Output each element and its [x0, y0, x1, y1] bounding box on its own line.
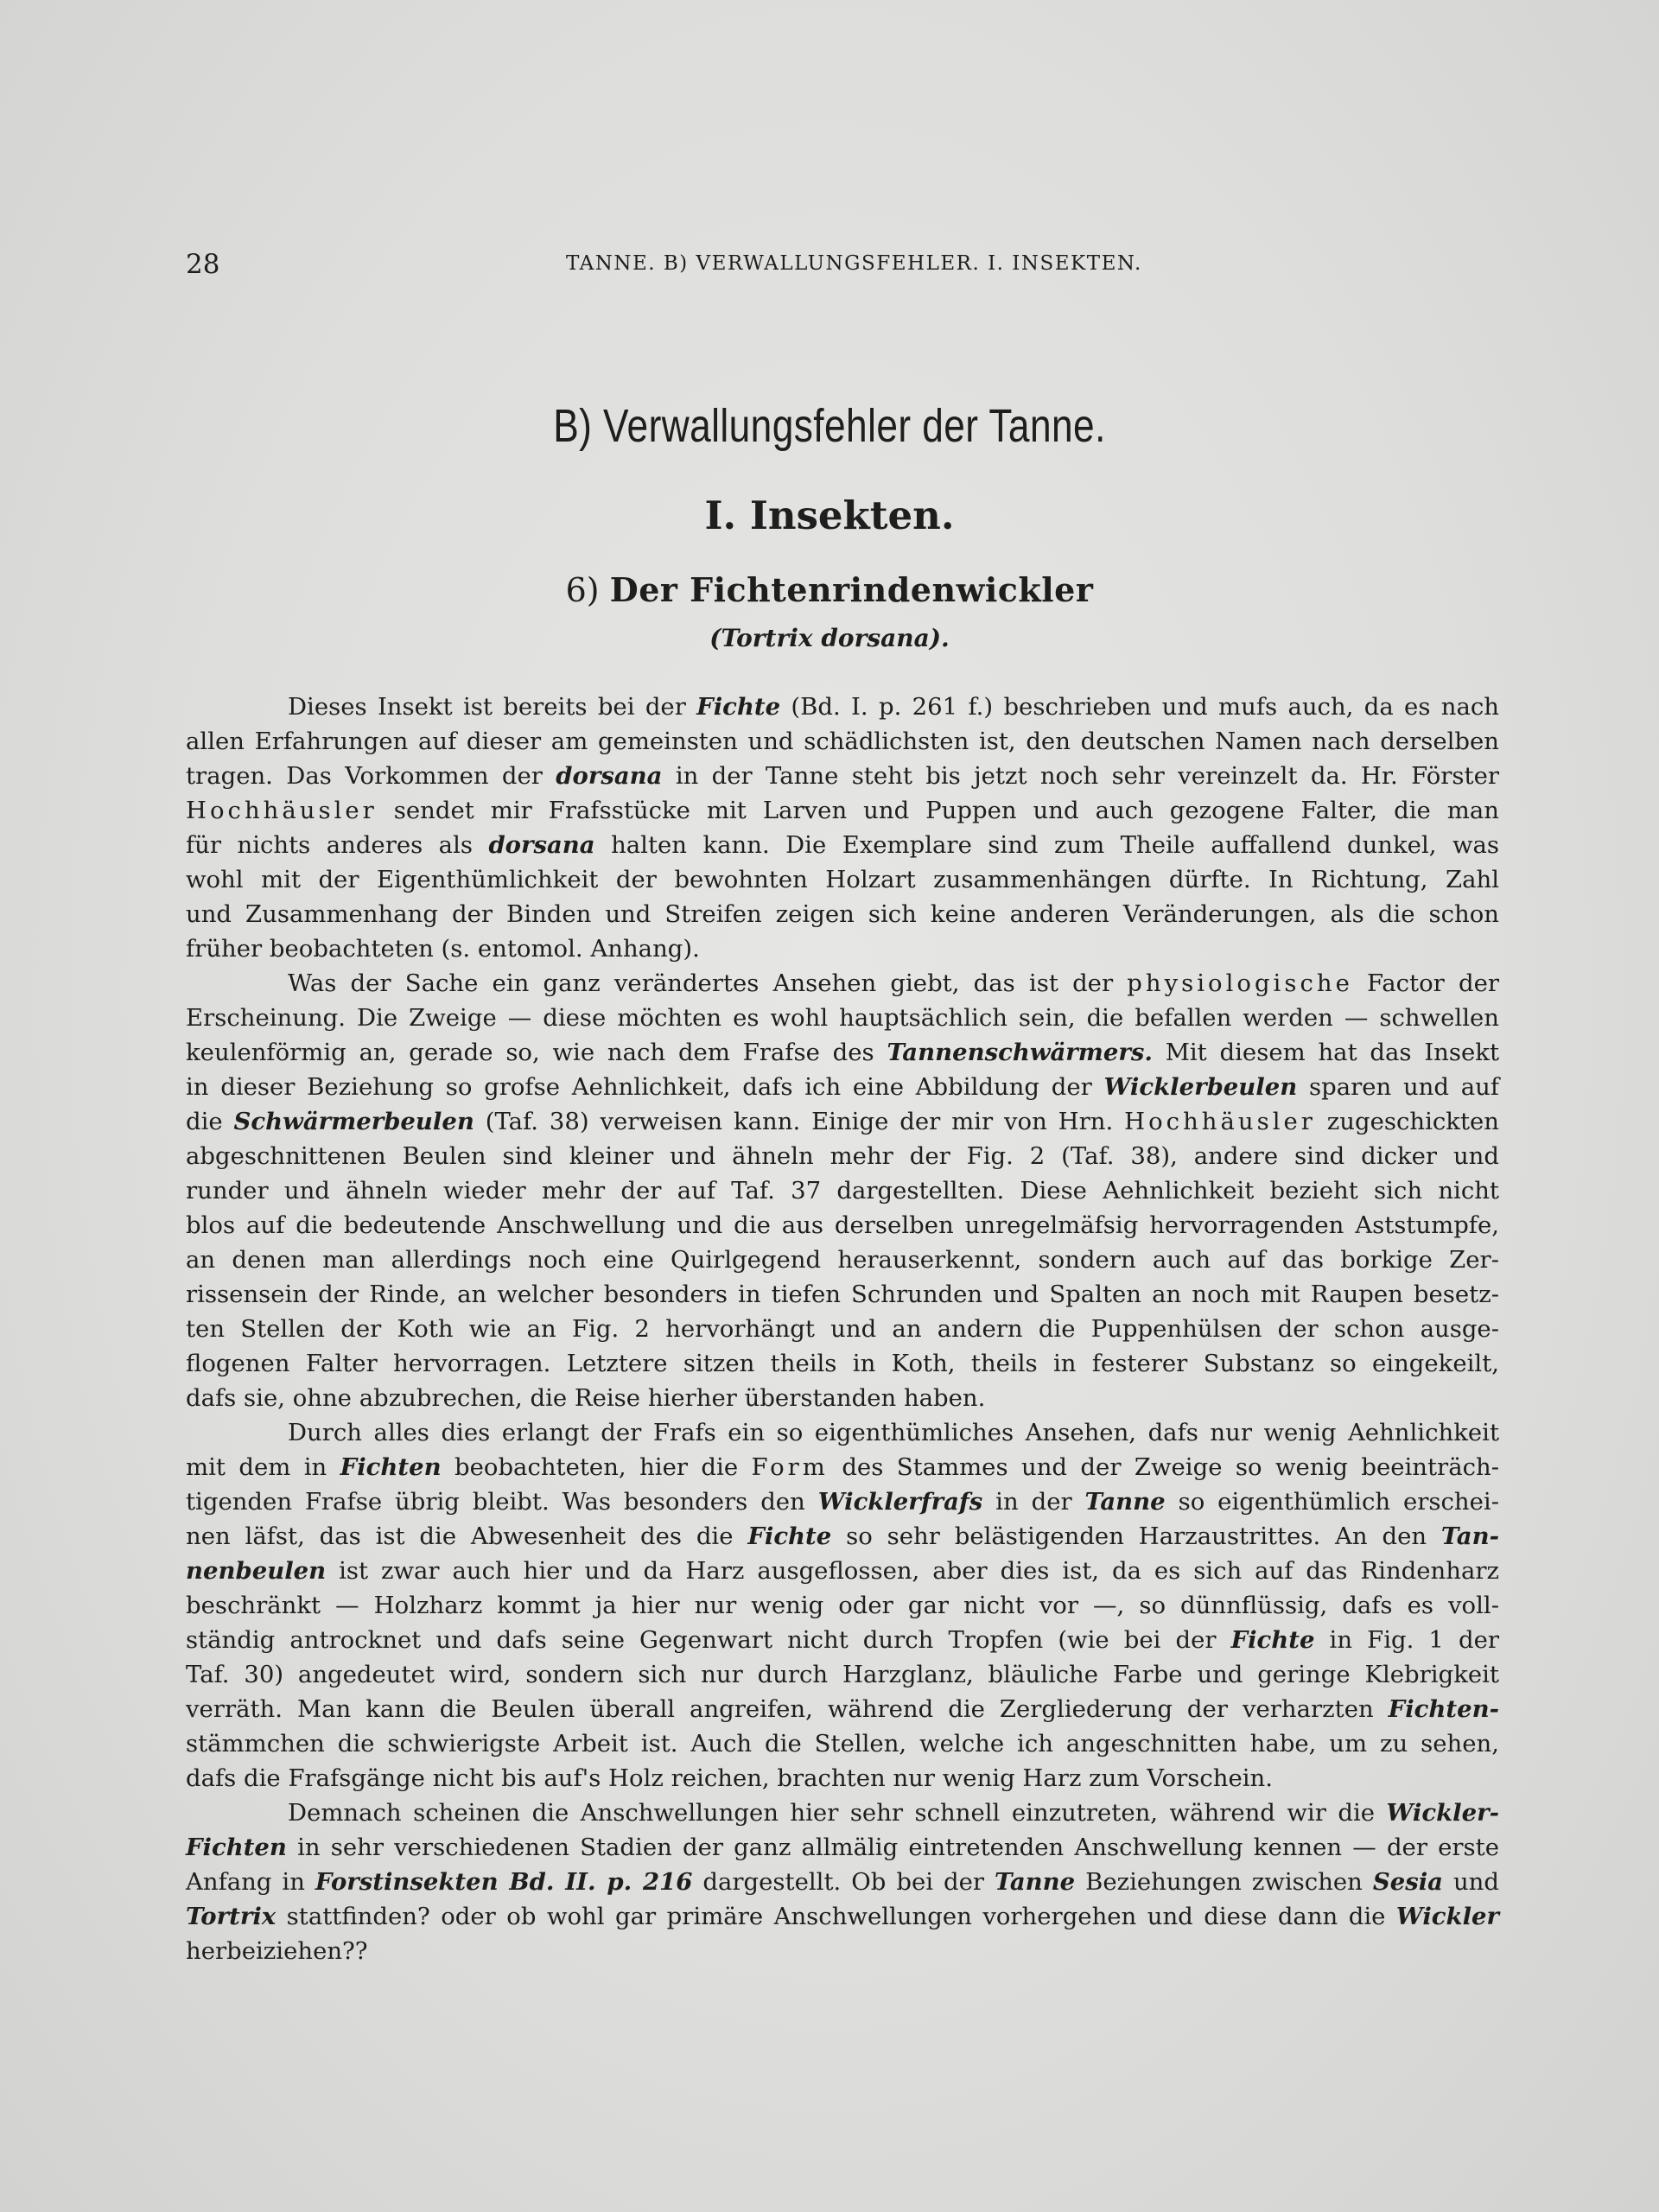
emphasis-text: Fichte: [696, 693, 781, 721]
emphasis-text: Fichte: [747, 1522, 832, 1550]
emphasis-text: Wickler: [1395, 1903, 1499, 1930]
text-line: mit dem in Fichten beobachteten, hier die Form des Stammes und der Zweige so wenig beeinträch-: [186, 1453, 1500, 1481]
article-name: Der Fichtenrindenwickler: [609, 570, 1094, 609]
text-line: ständig antrocknet und dafs seine Gegenwart nicht durch Tropfen (wie bei der Fichte in Fig. 1 der: [186, 1626, 1499, 1654]
text-line: allen Erfahrungen auf dieser am gemeinsten und schädlichsten ist, den deutschen Namen nach derselben: [186, 728, 1499, 755]
spaced-text: Hochhäusler: [1124, 1108, 1316, 1135]
spaced-text: Hochhäusler: [186, 797, 378, 824]
text-line: abgeschnittenen Beulen sind kleiner und ähneln mehr der Fig. 2 (Taf. 38), andere sind dicker und: [186, 1142, 1499, 1170]
text-line: wohl mit der Eigenthümlichkeit der bewohnten Holzart zusammenhängen dürfte. In Richtung, Zahl: [186, 866, 1499, 893]
text-line: dafs die Frafsgänge nicht bis auf's Holz reichen, brachten nur wenig Harz zum Vorschein.: [186, 1764, 1273, 1792]
paragraph: [186, 690, 1499, 966]
body-text: [186, 690, 1499, 1968]
emphasis-text: Tanne: [1084, 1488, 1166, 1516]
text-line: in dieser Beziehung so grofse Aehnlichkeit, dafs ich eine Abbildung der Wicklerbeulen sparen und auf: [186, 1073, 1499, 1101]
emphasis-text: Fichten: [186, 1834, 287, 1861]
running-head: [186, 249, 1499, 283]
page-number: 28: [186, 249, 220, 280]
text-line: Hochhäusler sendet mir Frafsstücke mit Larven und Puppen und auch gezogene Falter, die man: [186, 797, 1499, 824]
latin-name: (Tortrix dorsana).: [709, 624, 950, 652]
emphasis-text: Tortrix: [186, 1903, 276, 1930]
text-line: Taf. 30) angedeutet wird, sondern sich nur durch Harzglanz, bläuliche Farbe und geringe Klebrigkeit: [186, 1661, 1499, 1688]
text-line: dafs sie, ohne abzubrechen, die Reise hierher überstanden haben.: [186, 1384, 986, 1412]
emphasis-text: dorsana: [488, 831, 595, 859]
text-line: früher beobachteten (s. entomol. Anhang).: [186, 935, 700, 963]
spaced-text: physiologische: [1127, 969, 1353, 997]
emphasis-text: Tan-: [1440, 1522, 1499, 1550]
text-line: blos auf die bedeutende Anschwellung und die aus derselben unregelmäfsig hervorragenden Aststumpfe,: [186, 1211, 1499, 1239]
emphasis-text: Tanne: [995, 1868, 1076, 1896]
running-title: TANNE. B) VERWALLUNGSFEHLER. I. INSEKTEN.: [566, 252, 1142, 275]
paragraph: [186, 966, 1499, 1415]
emphasis-text: nenbeulen: [186, 1557, 327, 1585]
text-line: Erscheinung. Die Zweige — diese möchten es wohl hauptsächlich sein, die befallen werden — schwellen: [186, 1004, 1499, 1032]
subsection-title: I. Insekten.: [704, 493, 955, 538]
text-line: herbeiziehen??: [186, 1937, 368, 1965]
text-line: die Schwärmerbeulen (Taf. 38) verweisen kann. Einige der mir von Hrn. Hochhäusler zugeschickten: [186, 1108, 1499, 1135]
text-line: keulenförmig an, gerade so, wie nach dem Frafse des Tannenschwärmers. Mit diesem hat das Insekt: [186, 1039, 1499, 1066]
emphasis-text: dorsana: [556, 762, 663, 790]
text-line: beschränkt — Holzharz kommt ja hier nur wenig oder gar nicht vor —, so dünnflüssig, dafs es voll-: [186, 1592, 1499, 1619]
emphasis-text: Fichten: [340, 1453, 442, 1481]
paragraph: [186, 1796, 1499, 1968]
paragraph: [186, 1415, 1499, 1796]
text-line: Was der Sache ein ganz verändertes Ansehen giebt, das ist der physiologische Factor der: [288, 969, 1499, 997]
emphasis-text: Sesia: [1372, 1868, 1443, 1896]
emphasis-text: Tannenschwärmers.: [887, 1039, 1153, 1066]
text-line: Anfang in Forstinsekten Bd. II. p. 216 dargestellt. Ob bei der Tanne Beziehungen zwischen Sesia und: [186, 1868, 1499, 1896]
emphasis-text: Fichte: [1230, 1626, 1315, 1654]
text-line: stämmchen die schwierigste Arbeit ist. Auch die Stellen, welche ich angeschnitten habe, um zu sehen,: [186, 1730, 1499, 1758]
section-title: B) Verwallungsfehler der Tanne.: [553, 400, 1106, 452]
emphasis-text: Wicklerbeulen: [1103, 1073, 1298, 1101]
text-line: Durch alles dies erlangt der Frafs ein so eigenthümliches Ansehen, dafs nur wenig Aehnlichkeit: [288, 1419, 1499, 1446]
emphasis-text: Schwärmerbeulen: [233, 1108, 474, 1135]
text-line: Fichten in sehr verschiedenen Stadien der ganz allmälig eintretenden Anschwellung kennen — der erste: [186, 1834, 1499, 1861]
emphasis-text: Fichten-: [1388, 1695, 1499, 1723]
spaced-text: Form: [751, 1453, 829, 1481]
text-line: flogenen Falter hervorragen. Letztere sitzen theils in Koth, theils in festerer Substanz so eingekeilt,: [186, 1350, 1499, 1377]
text-line: tragen. Das Vorkommen der dorsana in der Tanne steht bis jetzt noch sehr vereinzelt da. Hr. Förster: [186, 762, 1499, 790]
text-line: nenbeulen ist zwar auch hier und da Harz ausgeflossen, aber dies ist, da es sich auf das Rindenharz: [186, 1557, 1499, 1585]
text-line: für nichts anderes als dorsana halten kann. Die Exemplare sind zum Theile auffallend dunkel, was: [186, 831, 1499, 859]
text-line: Dieses Insekt ist bereits bei der Fichte (Bd. I. p. 261 f.) beschrieben und mufs auch, da es nach: [288, 693, 1499, 721]
text-line: Tortrix stattfinden? oder ob wohl gar primäre Anschwellungen vorhergehen und diese dann die Wickler: [186, 1903, 1499, 1930]
text-line: Demnach scheinen die Anschwellungen hier sehr schnell einzutreten, während wir die Wickler-: [288, 1799, 1499, 1827]
text-line: tigenden Frafse übrig bleibt. Was besonders den Wicklerfrafs in der Tanne so eigenthümlich erschei-: [186, 1488, 1500, 1516]
emphasis-text: Wicklerfrafs: [817, 1488, 983, 1516]
text-line: rissensein der Rinde, an welcher besonders in tiefen Schrunden und Spalten an noch mit Raupen besetz-: [186, 1281, 1499, 1308]
text-line: ten Stellen der Koth wie an Fig. 2 hervorhängt und an andern die Puppenhülsen der schon ausge-: [186, 1315, 1499, 1343]
text-line: runder und ähneln wieder mehr der auf Taf. 37 dargestellten. Diese Aehnlichkeit bezieht sich nicht: [186, 1177, 1499, 1205]
text-line: verräth. Man kann die Beulen überall angreifen, während die Zergliederung der verharzten Fichten-: [186, 1695, 1499, 1723]
emphasis-text: Wickler-: [1386, 1799, 1499, 1827]
text-line: nen läfst, das ist die Abwesenheit des die Fichte so sehr belästigenden Harzaustrittes. An den Tan-: [186, 1522, 1499, 1550]
text-line: an denen man allerdings noch eine Quirlgegend herauserkennt, sondern auch auf das borkige Zer-: [186, 1246, 1499, 1274]
article-number: 6): [565, 571, 600, 609]
text-line: und Zusammenhang der Binden und Streifen zeigen sich keine anderen Veränderungen, als die schon: [186, 900, 1499, 928]
article-title: [0, 570, 1659, 609]
emphasis-text: Forstinsekten Bd. II. p. 216: [315, 1868, 693, 1896]
